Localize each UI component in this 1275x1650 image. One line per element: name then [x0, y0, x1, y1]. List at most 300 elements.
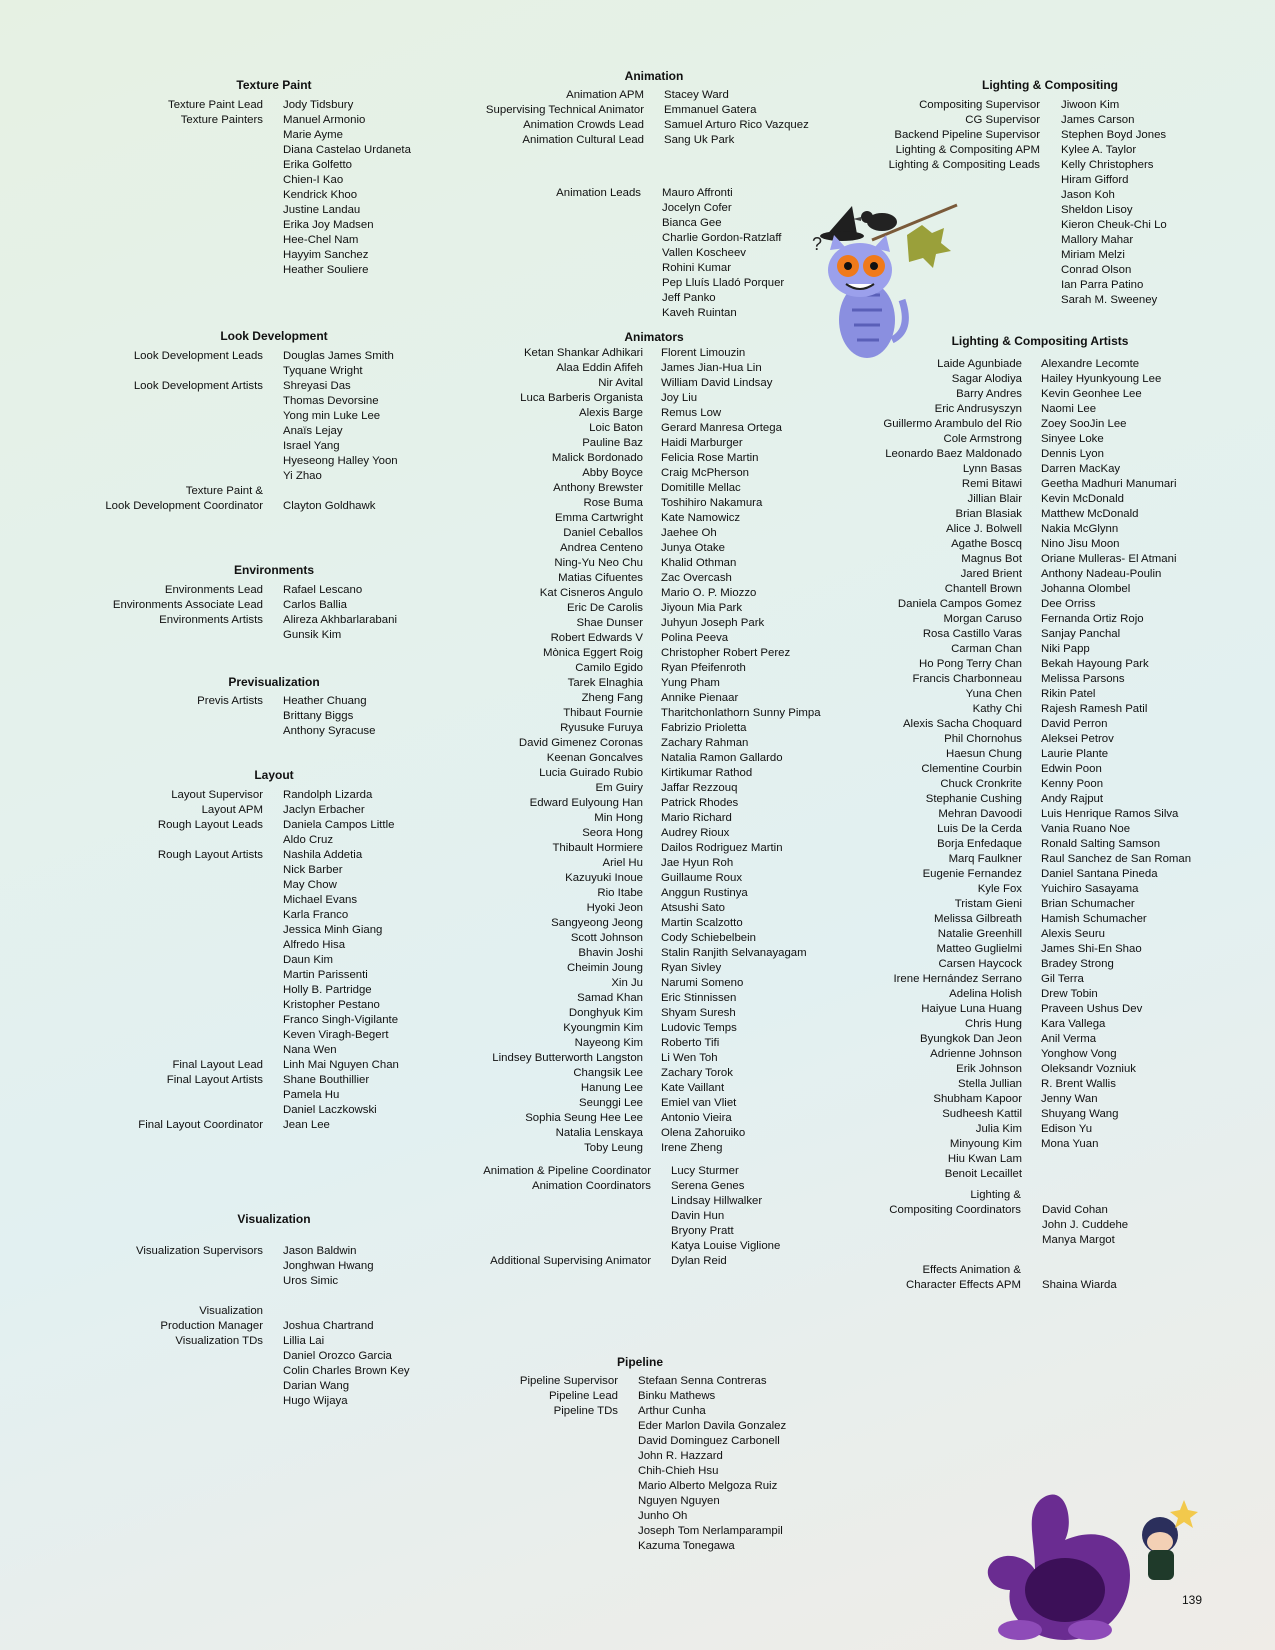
animation-top-role-line: Animation APM — [566, 89, 644, 101]
animators-left-name: Mònica Eggert Roig — [542, 647, 643, 659]
animators-right-name: Craig McPherson — [661, 467, 749, 479]
lighting-artists-left-name: Chantell Brown — [944, 583, 1022, 595]
texture-paint-name: Manuel Armonio — [283, 114, 366, 126]
lighting-coordinators-role-line: Lighting & — [970, 1189, 1021, 1201]
pipeline-name: Nguyen Nguyen — [638, 1495, 720, 1507]
lighting-artists-left-name: Benoit Lecaillet — [944, 1168, 1022, 1180]
lighting-artists-right-name: Gil Terra — [1041, 973, 1084, 985]
animators-right-name: Joy Liu — [661, 392, 698, 404]
layout-names — [283, 1073, 377, 1118]
lighting-name: Conrad Olson — [1061, 264, 1132, 276]
animation-coordinators-name: Lindsay Hillwalker — [671, 1195, 763, 1207]
animators-right-name: Khalid Othman — [661, 557, 737, 569]
look-development-role — [3, 379, 263, 394]
lighting-artists-right-name: Mona Yuan — [1041, 1138, 1099, 1150]
lighting-artists-left-name: Sagar Alodiya — [951, 373, 1022, 385]
animators-left-name: Loic Baton — [589, 422, 643, 434]
layout-role-line: Layout APM — [201, 804, 263, 816]
animators-right-name: Fabrizio Prioletta — [661, 722, 747, 734]
pipeline-name: John R. Hazzard — [638, 1450, 723, 1462]
lighting-artists-left-name: Brian Blasiak — [955, 508, 1022, 520]
lighting-artists-right-name: Matthew McDonald — [1041, 508, 1139, 520]
visualization-role — [3, 1334, 263, 1349]
lighting-names — [1061, 143, 1136, 158]
animators-left-name: Seora Hong — [582, 827, 643, 839]
lighting-artists-right-name: Oriane Mulleras- El Atmani — [1041, 553, 1177, 565]
lighting-artists-left-name: Jillian Blair — [967, 493, 1022, 505]
animators-right-name: Haidi Marburger — [661, 437, 743, 449]
animators-left-name: Kat Cisneros Angulo — [539, 587, 643, 599]
layout-role — [3, 788, 263, 803]
animators-left-name: Tarek Elnaghia — [567, 677, 643, 689]
animators-right-name: Ludovic Temps — [661, 1022, 737, 1034]
lighting-artists-left-name: Tristam Gieni — [954, 898, 1022, 910]
lighting-artists-right-name: David Perron — [1041, 718, 1108, 730]
lighting-artists-right-name: Bekah Hayoung Park — [1041, 658, 1149, 670]
visualization-role-line: Production Manager — [160, 1320, 263, 1332]
look-development-name: Thomas Devorsine — [283, 395, 379, 407]
texture-paint-name: Erika Golfetto — [283, 159, 353, 171]
lighting-coordinators-role — [761, 1188, 1021, 1218]
lighting-artists-left-name: Carsen Haycock — [938, 958, 1022, 970]
animation-coordinators-role — [391, 1254, 651, 1269]
lighting-role — [780, 143, 1040, 158]
pipeline-name: Junho Oh — [638, 1510, 688, 1522]
layout-role-line: Final Layout Artists — [166, 1074, 263, 1086]
animation-coordinators-role-line: Additional Supervising Animator — [490, 1255, 651, 1267]
animators-right-name: Irene Zheng — [661, 1142, 723, 1154]
animators-right-name: Yung Pham — [661, 677, 720, 689]
lighting-artists-left-name: Barry Andres — [956, 388, 1022, 400]
lighting-artists-right-name: Anthony Nadeau-Poulin — [1041, 568, 1162, 580]
lighting-artists-right-name: Laurie Plante — [1041, 748, 1109, 760]
layout-name: Daniel Laczkowski — [283, 1104, 377, 1116]
environments-name: Gunsik Kim — [283, 629, 342, 641]
lighting-role-line: Lighting & Compositing APM — [895, 144, 1040, 156]
lighting-artists-right-name: Nakia McGlynn — [1041, 523, 1119, 535]
visualization-name: Jonghwan Hwang — [283, 1260, 374, 1272]
section-title-layout: Layout — [254, 768, 294, 782]
lighting-coordinators-name: David Cohan — [1042, 1204, 1108, 1216]
animators-left-name: Hanung Lee — [580, 1082, 643, 1094]
animators-right-name: Gerard Manresa Ortega — [661, 422, 782, 434]
animation-top-names — [664, 103, 756, 118]
animation-coordinators-name: Davin Hun — [671, 1210, 725, 1222]
animators-left-name: Ning-Yu Neo Chu — [554, 557, 643, 569]
animators-left-name: Pauline Baz — [582, 437, 643, 449]
layout-name: May Chow — [283, 879, 337, 891]
section-title-animation: Animation — [624, 69, 684, 83]
lighting-artists-right-name: Aleksei Petrov — [1041, 733, 1114, 745]
animators-right-name: Natalia Ramon Gallardo — [661, 752, 783, 764]
animators-right-name: Zac Overcash — [661, 572, 732, 584]
animators-left-name: Nayeong Kim — [574, 1037, 643, 1049]
lighting-artists-left-name: Stephanie Cushing — [925, 793, 1022, 805]
pipeline-names — [638, 1404, 786, 1554]
animators-left-name: Nir Avital — [598, 377, 643, 389]
layout-role — [3, 1058, 263, 1073]
lighting-artists-right-name: Ronald Salting Samson — [1041, 838, 1161, 850]
pipeline-role-line: Pipeline Supervisor — [519, 1375, 618, 1387]
animators-left-name: Anthony Brewster — [553, 482, 643, 494]
animation-top-role — [384, 103, 644, 118]
animation-leads-name: Vallen Koscheev — [662, 247, 747, 259]
visualization-role-line: Visualization TDs — [175, 1335, 263, 1347]
lighting-name: Jiwoon Kim — [1061, 99, 1120, 111]
environments-role-line: Environments Artists — [159, 614, 263, 626]
layout-role — [3, 1118, 263, 1133]
lighting-artists-left-name: Agathe Boscq — [951, 538, 1022, 550]
animation-coordinators-name: Bryony Pratt — [671, 1225, 734, 1237]
animators-right-name: Atsushi Sato — [661, 902, 725, 914]
lighting-artists-left-name: Marq Faulkner — [948, 853, 1022, 865]
animators-right-name: Ryan Sivley — [661, 962, 722, 974]
layout-name: Jaclyn Erbacher — [283, 804, 365, 816]
animators-left — [383, 346, 643, 1156]
animators-left-name: Rio Itabe — [597, 887, 643, 899]
pipeline-role-line: Pipeline Lead — [548, 1390, 618, 1402]
layout-name: Nana Wen — [283, 1044, 337, 1056]
lighting-artists-left-name: Stella Jullian — [958, 1078, 1022, 1090]
lighting-artists-left-name: Melissa Gilbreath — [934, 913, 1022, 925]
look-development-role-line: Look Development Coordinator — [105, 500, 263, 512]
section-title-lighting-compositing: Lighting & Compositing — [982, 78, 1118, 92]
lighting-names — [1061, 158, 1167, 308]
look-development-name: Anaïs Lejay — [283, 425, 343, 437]
animators-right-name: Christopher Robert Perez — [661, 647, 791, 659]
animators-left-name: Luca Barberis Organista — [520, 392, 643, 404]
animators-left-name: Hyoki Jeon — [586, 902, 643, 914]
previsualization-name: Anthony Syracuse — [283, 725, 376, 737]
lighting-artists-left-name: Laide Agunbiade — [937, 358, 1022, 370]
animators-left-name: Natalia Lenskaya — [555, 1127, 643, 1139]
lighting-artists-left-name: Borja Enfedaque — [937, 838, 1022, 850]
lighting-artists-right-name: Hailey Hyunkyoung Lee — [1041, 373, 1162, 385]
visualization-role-line: Visualization — [199, 1305, 263, 1317]
lighting-name: Ian Parra Patino — [1061, 279, 1144, 291]
animation-top-role — [384, 88, 644, 103]
lighting-artists-left-name: Julia Kim — [975, 1123, 1022, 1135]
environments-name: Carlos Ballia — [283, 599, 347, 611]
animation-coordinators-name: Lucy Sturmer — [671, 1165, 739, 1177]
animators-left-name: Cheimin Joung — [567, 962, 643, 974]
lighting-name: Sheldon Lisoy — [1061, 204, 1133, 216]
layout-role-line: Final Layout Coordinator — [138, 1119, 263, 1131]
texture-paint-role-line: Texture Painters — [180, 114, 263, 126]
animators-left-name: Thibaut Fournie — [563, 707, 643, 719]
lighting-artists-left-name: Ho Pong Terry Chan — [919, 658, 1022, 670]
section-title-environments: Environments — [233, 563, 314, 577]
lighting-artists-left — [762, 357, 1022, 1182]
lighting-names — [1061, 98, 1119, 113]
texture-paint-name: Kendrick Khoo — [283, 189, 358, 201]
lighting-coordinators-role-line: Effects Animation & — [922, 1264, 1021, 1276]
pipeline-role — [358, 1374, 618, 1389]
animators-right-name: Junya Otake — [661, 542, 725, 554]
section-title-lighting-artists: Lighting & Compositing Artists — [951, 334, 1129, 348]
animation-leads-name: Jocelyn Cofer — [662, 202, 732, 214]
lighting-artists-left-name: Yuna Chen — [965, 688, 1022, 700]
lighting-artists-right-name: Melissa Parsons — [1041, 673, 1125, 685]
texture-paint-name: Jody Tidsbury — [283, 99, 354, 111]
lighting-artists-left-name: Erik Johnson — [956, 1063, 1022, 1075]
layout-name: Michael Evans — [283, 894, 358, 906]
lighting-coordinators-role-line: Character Effects APM — [905, 1279, 1021, 1291]
look-development-name: Yong min Luke Lee — [283, 410, 381, 422]
animators-left-name: Rose Buma — [583, 497, 643, 509]
layout-name: Daun Kim — [283, 954, 334, 966]
lighting-artists-left-name: Irene Hernández Serrano — [893, 973, 1022, 985]
animators-left-name: Thibault Hormiere — [552, 842, 643, 854]
animators-left-name: Ariel Hu — [602, 857, 643, 869]
lighting-coordinators-role-line: Compositing Coordinators — [889, 1204, 1021, 1216]
section-title-previsualization: Previsualization — [228, 675, 320, 689]
animators-left-name: Lucia Guirado Rubio — [539, 767, 643, 779]
animators-left-name: Ryusuke Furuya — [560, 722, 643, 734]
animators-left-name: Keenan Goncalves — [546, 752, 643, 764]
animation-leads-name: Bianca Gee — [662, 217, 722, 229]
section-title-animators: Animators — [624, 330, 684, 344]
look-development-names — [283, 379, 398, 484]
lighting-artists-left-name: Kathy Chi — [972, 703, 1022, 715]
lighting-artists-left-name: Guillermo Arambulo del Rio — [883, 418, 1022, 430]
lighting-role — [780, 113, 1040, 128]
previsualization-names — [283, 694, 375, 739]
svg-text:?: ? — [812, 234, 823, 254]
layout-names — [283, 818, 394, 848]
lighting-artists-left-name: Chris Hung — [965, 1018, 1022, 1030]
animation-leads-name: Mauro Affronti — [662, 187, 733, 199]
lighting-names — [1061, 113, 1134, 128]
animators-right-name: Annike Pienaar — [661, 692, 739, 704]
animators-right-name: Kirtikumar Rathod — [661, 767, 753, 779]
layout-role — [3, 1073, 263, 1088]
layout-name: Karla Franco — [283, 909, 349, 921]
animators-left-name: Lindsey Butterworth Langston — [492, 1052, 643, 1064]
lighting-name: Kieron Cheuk-Chi Lo — [1061, 219, 1167, 231]
lighting-artists-left-name: Kyle Fox — [977, 883, 1022, 895]
lighting-artists-left-name: Rosa Castillo Varas — [922, 628, 1022, 640]
animation-top-role — [384, 118, 644, 133]
lighting-artists-left-name: Mehran Davoodi — [938, 808, 1022, 820]
texture-paint-name: Marie Ayme — [283, 129, 343, 141]
visualization-names — [283, 1244, 374, 1289]
animation-coordinators-name: Serena Genes — [671, 1180, 745, 1192]
animators-left-name: Xin Ju — [611, 977, 643, 989]
texture-paint-name: Hee-Chel Nam — [283, 234, 359, 246]
pipeline-name: David Dominguez Carbonell — [638, 1435, 780, 1447]
animators-left-name: Shae Dunser — [576, 617, 643, 629]
lighting-artists-left-name: Alexis Sacha Choquard — [902, 718, 1022, 730]
animators-right-name: Mario Richard — [661, 812, 732, 824]
visualization-names — [283, 1304, 374, 1334]
animation-top-role — [384, 133, 644, 148]
look-development-role-line: Look Development Leads — [133, 350, 263, 362]
texture-paint-names — [283, 98, 353, 113]
animation-top-name: Emmanuel Gatera — [664, 104, 757, 116]
texture-paint-role-line: Texture Paint Lead — [168, 99, 263, 111]
look-development-name: Tyquane Wright — [283, 365, 363, 377]
environments-role — [3, 598, 263, 613]
lighting-role-line: CG Supervisor — [965, 114, 1040, 126]
pipeline-name: Kazuma Tonegawa — [638, 1540, 735, 1552]
visualization-name: Daniel Orozco Garcia — [283, 1350, 392, 1362]
animators-left-name: Samad Khan — [577, 992, 643, 1004]
lighting-artists-left-name: Minyoung Kim — [949, 1138, 1022, 1150]
section-title-visualization: Visualization — [237, 1212, 311, 1226]
visualization-name — [283, 1304, 374, 1319]
previsualization-role-line: Previs Artists — [197, 695, 263, 707]
layout-name: Nashila Addetia — [283, 849, 363, 861]
animators-left-name: Abby Boyce — [582, 467, 643, 479]
lighting-artists-right-name: Kenny Poon — [1041, 778, 1104, 790]
animators-left-name: Camilo Egido — [575, 662, 643, 674]
lighting-artists-right-name: Sanjay Panchal — [1041, 628, 1121, 640]
animators-left-name: Ketan Shankar Adhikari — [523, 347, 643, 359]
visualization-role — [3, 1304, 263, 1334]
lighting-artists-left-name: Francis Charbonneau — [912, 673, 1022, 685]
section-title-texture-paint: Texture Paint — [236, 78, 312, 92]
animation-leads-name: Charlie Gordon-Ratzlaff — [662, 232, 782, 244]
lighting-artists-right-name: Kevin McDonald — [1041, 493, 1124, 505]
lighting-artists-left-name: Byungkok Dan Jeon — [920, 1033, 1022, 1045]
layout-role — [3, 818, 263, 833]
visualization-name: Hugo Wijaya — [283, 1395, 348, 1407]
layout-names — [283, 1118, 330, 1133]
section-title-pipeline: Pipeline — [616, 1355, 663, 1369]
lighting-artists-right-name: Drew Tobin — [1041, 988, 1098, 1000]
lighting-artists-right-name: Alexandre Lecomte — [1041, 358, 1140, 370]
texture-paint-role — [3, 98, 263, 113]
layout-name: Aldo Cruz — [283, 834, 334, 846]
section-title-look-development: Look Development — [220, 329, 328, 343]
animators-right-name: Ryan Pfeifenroth — [661, 662, 746, 674]
environments-role-line: Environments Lead — [164, 584, 263, 596]
animators-left-name: Alaa Eddin Afifeh — [556, 362, 643, 374]
lighting-artists-right-name: Geetha Madhuri Manumari — [1041, 478, 1177, 490]
lighting-artists-right-name: R. Brent Wallis — [1041, 1078, 1116, 1090]
animators-left-name: Kyoungmin Kim — [563, 1022, 643, 1034]
animators-right-name: Martin Scalzotto — [661, 917, 743, 929]
lighting-artists-left-name: Phil Chornohus — [944, 733, 1022, 745]
look-development-name — [283, 484, 375, 499]
previsualization-role — [3, 694, 263, 709]
visualization-name: Lillia Lai — [283, 1335, 325, 1347]
lighting-artists-right-name: Rajesh Ramesh Patil — [1041, 703, 1148, 715]
animation-leads-names — [662, 186, 784, 321]
animators-right-name: Polina Peeva — [661, 632, 729, 644]
lighting-artists-right-name: Darren MacKay — [1041, 463, 1121, 475]
layout-name: Kristopher Pestano — [283, 999, 380, 1011]
texture-paint-name: Heather Souliere — [283, 264, 369, 276]
pipeline-role — [358, 1389, 618, 1404]
look-development-name: Clayton Goldhawk — [283, 500, 376, 512]
layout-name: Martin Parissenti — [283, 969, 368, 981]
lighting-name: Mallory Mahar — [1061, 234, 1134, 246]
animators-left-name: Toby Leung — [584, 1142, 643, 1154]
lighting-artists-left-name: Matteo Guglielmi — [936, 943, 1022, 955]
animators-right-name: Juhyun Joseph Park — [661, 617, 765, 629]
visualization-role — [3, 1244, 263, 1259]
environments-name: Alireza Akhbarlarabani — [283, 614, 397, 626]
layout-name: Shane Bouthillier — [283, 1074, 370, 1086]
lighting-artists-left-name: Daniela Campos Gomez — [897, 598, 1022, 610]
lighting-artists-right-name: Nino Jisu Moon — [1041, 538, 1120, 550]
pipeline-name: Binku Mathews — [638, 1390, 716, 1402]
animation-top-role-line: Animation Cultural Lead — [522, 134, 644, 146]
lighting-artists-left-name: Alice J. Bolwell — [946, 523, 1022, 535]
lighting-name: Kelly Christophers — [1061, 159, 1154, 171]
lighting-coordinators-name: Shaina Wiarda — [1042, 1279, 1117, 1291]
layout-names — [283, 803, 365, 818]
layout-name: Keven Viragh-Begert — [283, 1029, 389, 1041]
animation-leads-name: Pep Lluís Lladó Porquer — [662, 277, 785, 289]
animators-left-name: Scott Johnson — [570, 932, 643, 944]
lighting-artists-left-name: Magnus Bot — [961, 553, 1022, 565]
lighting-coordinators-name — [1042, 1188, 1128, 1203]
animators-left-name: Daniel Ceballos — [563, 527, 643, 539]
layout-name: Nick Barber — [283, 864, 343, 876]
animators-left-name: Zheng Fang — [581, 692, 643, 704]
visualization-name: Colin Charles Brown Key — [283, 1365, 410, 1377]
layout-name: Jessica Minh Giang — [283, 924, 383, 936]
lighting-artists-right-name: Dennis Lyon — [1041, 448, 1104, 460]
animators-left-name: Edward Eulyoung Han — [529, 797, 643, 809]
animation-leads-name: Jeff Panko — [662, 292, 716, 304]
animation-coordinators-role-line: Animation Coordinators — [531, 1180, 651, 1192]
lighting-artists-left-name: Clementine Courbin — [921, 763, 1022, 775]
lighting-coordinators-name: John J. Cuddehe — [1042, 1219, 1129, 1231]
texture-paint-role — [3, 113, 263, 128]
animators-right-name: Shyam Suresh — [661, 1007, 736, 1019]
animators-right-name: Zachary Torok — [661, 1067, 733, 1079]
lighting-name: Stephen Boyd Jones — [1061, 129, 1167, 141]
animation-top-name: Sang Uk Park — [664, 134, 735, 146]
look-development-role-line: Look Development Artists — [133, 380, 263, 392]
animation-top-name: Samuel Arturo Rico Vazquez — [664, 119, 809, 131]
lighting-artists-right-name: Sinyee Loke — [1041, 433, 1104, 445]
pipeline-name: Joseph Tom Nerlamparampil — [638, 1525, 783, 1537]
layout-role — [3, 848, 263, 863]
lighting-artists-right-name: Niki Papp — [1041, 643, 1090, 655]
environments-role — [3, 583, 263, 598]
animators-right-name: Cody Schiebelbein — [661, 932, 756, 944]
animators-right-name: Jiyoun Mia Park — [661, 602, 743, 614]
animators-left-name: Alexis Barge — [579, 407, 643, 419]
animators-left-name: Robert Edwards V — [550, 632, 643, 644]
animators-left-name: Eric De Carolis — [567, 602, 643, 614]
lighting-artists-left-name: Lynn Basas — [962, 463, 1022, 475]
layout-name: Franco Singh-Vigilante — [283, 1014, 399, 1026]
lighting-artists-left-name: Morgan Caruso — [943, 613, 1022, 625]
look-development-role — [3, 349, 263, 364]
look-development-names — [283, 484, 375, 514]
layout-names — [283, 788, 372, 803]
animation-coordinators-name: Katya Louise Viglione — [671, 1240, 781, 1252]
animators-right-name: Dailos Rodriguez Martin — [661, 842, 783, 854]
look-development-name: Yi Zhao — [283, 470, 322, 482]
lighting-artists-right-name: Anil Verma — [1041, 1033, 1097, 1045]
purple-rabbit-and-kid-illustration — [980, 1480, 1210, 1645]
animators-right-name: Roberto Tifi — [661, 1037, 720, 1049]
lighting-artists-left-name: Hiu Kwan Lam — [947, 1153, 1022, 1165]
lighting-role-line: Lighting & Compositing Leads — [888, 159, 1040, 171]
animators-right-name: Felicia Rose Martin — [661, 452, 759, 464]
texture-paint-name: Justine Landau — [283, 204, 361, 216]
environments-names — [283, 613, 397, 643]
animators-right-name: Audrey Rioux — [661, 827, 730, 839]
animation-top-name: Stacey Ward — [664, 89, 729, 101]
